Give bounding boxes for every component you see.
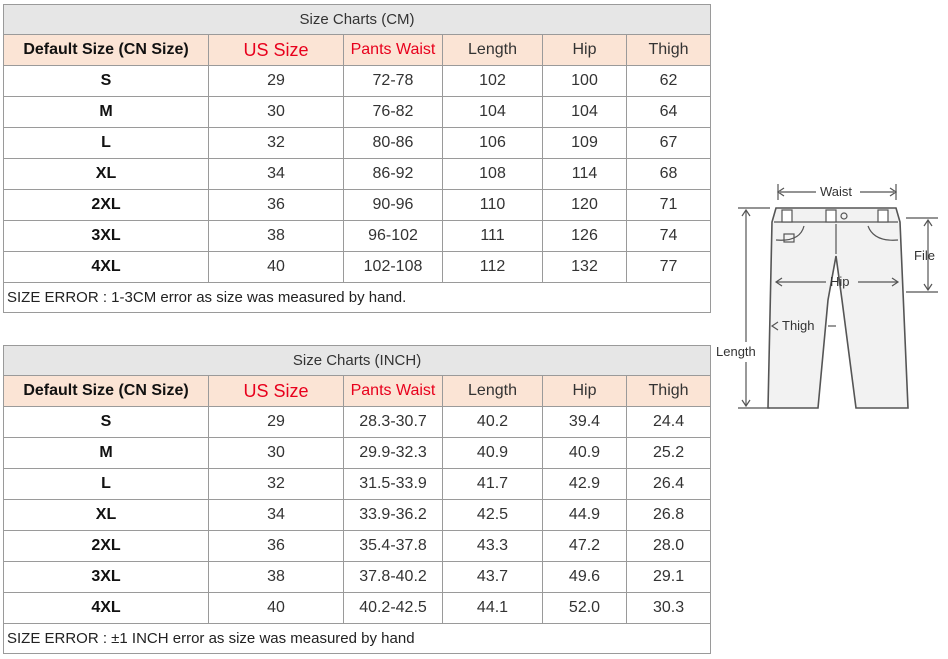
- inch-header-row: [4, 376, 711, 407]
- cm-note-row: [4, 283, 711, 313]
- table-cell: 71: [627, 190, 711, 221]
- header-pants-waist: Pants Waist: [344, 35, 443, 66]
- table-cell: 111: [443, 221, 543, 252]
- inch-note-row: [4, 624, 711, 654]
- table-cell: 90-96: [344, 190, 443, 221]
- table-row: [4, 66, 711, 97]
- table-cell: 40: [209, 593, 344, 624]
- table-cell: 96-102: [344, 221, 443, 252]
- header-us-size: US Size: [209, 376, 344, 407]
- table-row: [4, 252, 711, 283]
- table-cell: 132: [543, 252, 627, 283]
- table-cell: 38: [209, 562, 344, 593]
- table-row: [4, 438, 711, 469]
- table-cell: 42.5: [443, 500, 543, 531]
- table-cell: 26.4: [627, 469, 711, 500]
- table-row: [4, 593, 711, 624]
- table-cell: 24.4: [627, 407, 711, 438]
- table-cell: 35.4-37.8: [344, 531, 443, 562]
- header-pants-waist: Pants Waist: [344, 376, 443, 407]
- size-cell: S: [4, 66, 209, 97]
- table-cell: 49.6: [543, 562, 627, 593]
- size-cell: XL: [4, 500, 209, 531]
- table-cell: 86-92: [344, 159, 443, 190]
- table-cell: 114: [543, 159, 627, 190]
- inch-title: Size Charts (INCH): [4, 346, 711, 376]
- table-cell: 44.9: [543, 500, 627, 531]
- size-error-note: SIZE ERROR : 1-3CM error as size was measured by hand.: [4, 283, 711, 313]
- table-cell: 31.5-33.9: [344, 469, 443, 500]
- table-cell: 30: [209, 97, 344, 128]
- header-default-size: Default Size (CN Size): [4, 35, 209, 66]
- size-cell: 3XL: [4, 221, 209, 252]
- table-cell: 34: [209, 159, 344, 190]
- table-cell: 74: [627, 221, 711, 252]
- table-cell: 41.7: [443, 469, 543, 500]
- hip-label: Hip: [830, 274, 850, 289]
- size-cell: 4XL: [4, 593, 209, 624]
- table-cell: 43.3: [443, 531, 543, 562]
- table-row: [4, 221, 711, 252]
- table-row: [4, 159, 711, 190]
- table-row: [4, 562, 711, 593]
- size-cell: 2XL: [4, 531, 209, 562]
- table-cell: 32: [209, 469, 344, 500]
- cm-title: Size Charts (CM): [4, 5, 711, 35]
- table-cell: 40.2-42.5: [344, 593, 443, 624]
- header-default-size: Default Size (CN Size): [4, 376, 209, 407]
- table-cell: 112: [443, 252, 543, 283]
- table-cell: 109: [543, 128, 627, 159]
- table-cell: 29: [209, 407, 344, 438]
- table-cell: 33.9-36.2: [344, 500, 443, 531]
- file-label: File: [914, 248, 935, 263]
- length-label: Length: [716, 344, 756, 359]
- table-cell: 36: [209, 531, 344, 562]
- table-cell: 72-78: [344, 66, 443, 97]
- table-cell: 30: [209, 438, 344, 469]
- table-row: [4, 97, 711, 128]
- thigh-label: Thigh: [782, 318, 815, 333]
- length-dimension-line: [738, 208, 770, 408]
- table-cell: 106: [443, 128, 543, 159]
- table-cell: 62: [627, 66, 711, 97]
- waist-label: Waist: [820, 184, 853, 199]
- table-cell: 40.9: [543, 438, 627, 469]
- size-error-note: SIZE ERROR : ±1 INCH error as size was measured by hand: [4, 624, 711, 654]
- table-cell: 104: [543, 97, 627, 128]
- table-cell: 28.3-30.7: [344, 407, 443, 438]
- table-cell: 42.9: [543, 469, 627, 500]
- table-cell: 64: [627, 97, 711, 128]
- table-cell: 100: [543, 66, 627, 97]
- pants-measurement-diagram: [708, 170, 948, 420]
- table-cell: 39.4: [543, 407, 627, 438]
- table-row: [4, 500, 711, 531]
- table-cell: 110: [443, 190, 543, 221]
- header-hip: Hip: [543, 35, 627, 66]
- header-hip: Hip: [543, 376, 627, 407]
- table-cell: 37.8-40.2: [344, 562, 443, 593]
- table-cell: 126: [543, 221, 627, 252]
- table-row: [4, 128, 711, 159]
- table-cell: 102: [443, 66, 543, 97]
- table-cell: 120: [543, 190, 627, 221]
- table-cell: 47.2: [543, 531, 627, 562]
- table-cell: 29.1: [627, 562, 711, 593]
- table-cell: 38: [209, 221, 344, 252]
- size-cell: 3XL: [4, 562, 209, 593]
- size-cell: 2XL: [4, 190, 209, 221]
- cm-header-row: [4, 35, 711, 66]
- table-cell: 29.9-32.3: [344, 438, 443, 469]
- table-cell: 77: [627, 252, 711, 283]
- table-cell: 80-86: [344, 128, 443, 159]
- cm-title-row: [4, 5, 711, 35]
- table-cell: 36: [209, 190, 344, 221]
- table-row: [4, 469, 711, 500]
- table-cell: 30.3: [627, 593, 711, 624]
- size-chart-inch-table: [3, 345, 711, 654]
- table-cell: 68: [627, 159, 711, 190]
- table-cell: 108: [443, 159, 543, 190]
- table-cell: 43.7: [443, 562, 543, 593]
- table-cell: 40.9: [443, 438, 543, 469]
- table-cell: 44.1: [443, 593, 543, 624]
- size-cell: L: [4, 128, 209, 159]
- header-length: Length: [443, 376, 543, 407]
- table-cell: 28.0: [627, 531, 711, 562]
- inch-title-row: [4, 346, 711, 376]
- size-cell: S: [4, 407, 209, 438]
- pants-illustration: [768, 208, 908, 408]
- table-cell: 76-82: [344, 97, 443, 128]
- table-cell: 104: [443, 97, 543, 128]
- table-cell: 26.8: [627, 500, 711, 531]
- table-cell: 40: [209, 252, 344, 283]
- table-cell: 102-108: [344, 252, 443, 283]
- table-row: [4, 407, 711, 438]
- table-row: [4, 531, 711, 562]
- table-row: [4, 190, 711, 221]
- header-thigh: Thigh: [627, 376, 711, 407]
- header-length: Length: [443, 35, 543, 66]
- size-cell: M: [4, 438, 209, 469]
- table-cell: 25.2: [627, 438, 711, 469]
- table-cell: 29: [209, 66, 344, 97]
- size-cell: 4XL: [4, 252, 209, 283]
- size-cell: XL: [4, 159, 209, 190]
- table-cell: 67: [627, 128, 711, 159]
- table-cell: 40.2: [443, 407, 543, 438]
- size-cell: L: [4, 469, 209, 500]
- size-chart-cm-table: [3, 4, 711, 313]
- table-cell: 32: [209, 128, 344, 159]
- header-thigh: Thigh: [627, 35, 711, 66]
- table-cell: 52.0: [543, 593, 627, 624]
- header-us-size: US Size: [209, 35, 344, 66]
- size-cell: M: [4, 97, 209, 128]
- table-cell: 34: [209, 500, 344, 531]
